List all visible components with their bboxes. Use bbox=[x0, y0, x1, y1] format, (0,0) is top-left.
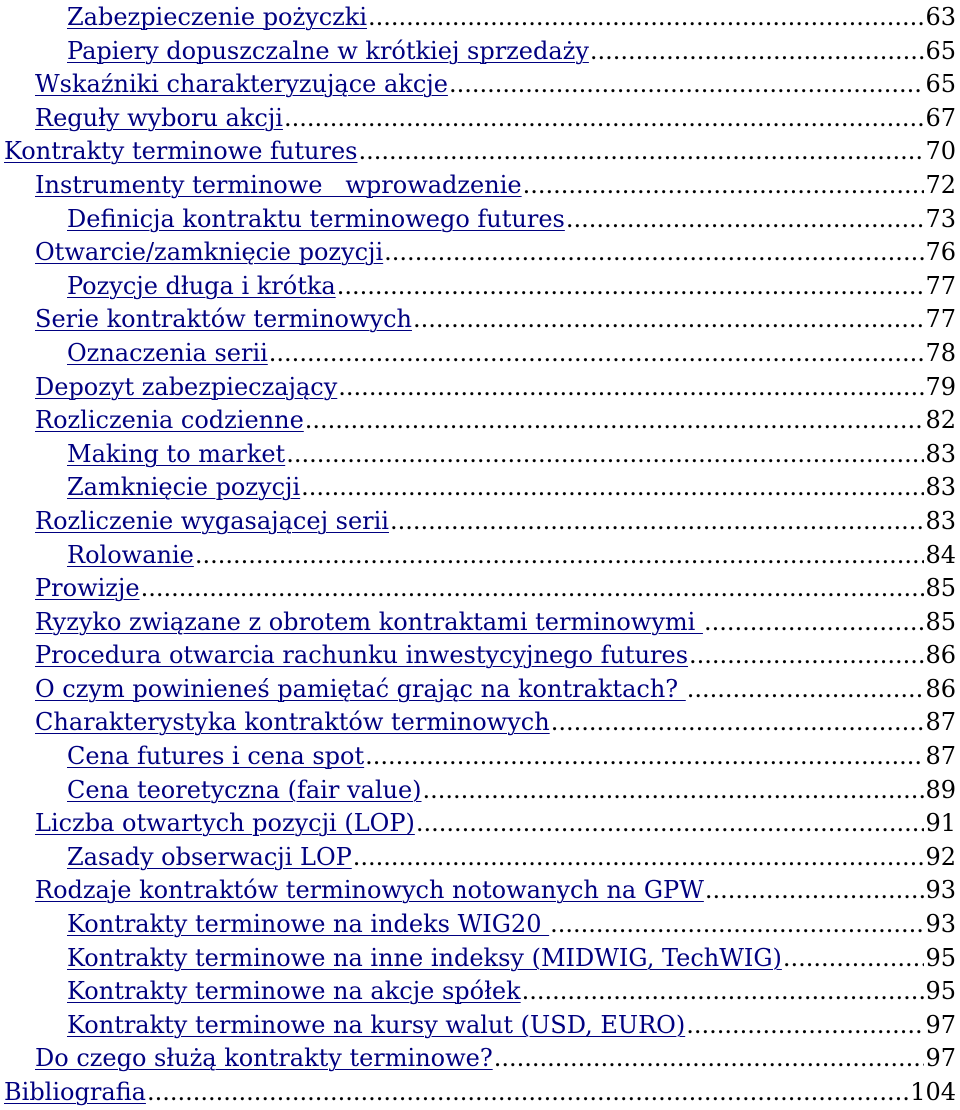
toc-page-number: 87 bbox=[925, 708, 956, 737]
toc-entry bbox=[0, 908, 960, 942]
toc-dot-leader bbox=[284, 102, 925, 136]
toc-page-number: 83 bbox=[925, 506, 956, 535]
toc-entry bbox=[0, 371, 960, 405]
toc-entry-title-link[interactable]: Cena futures i cena spot bbox=[67, 742, 365, 771]
toc-entry bbox=[0, 102, 960, 136]
toc-entry-title-link[interactable]: Kontrakty terminowe na inne indeksy (MIDWIG, TechWIG) bbox=[67, 943, 782, 972]
toc-page-number: 82 bbox=[925, 406, 956, 435]
toc-entry bbox=[0, 135, 960, 169]
toc-entry bbox=[0, 539, 960, 573]
toc-entry-title-link[interactable]: Charakterystyka kontraktów terminowych bbox=[35, 708, 550, 737]
toc-entry-title-link[interactable]: Bibliografia bbox=[4, 1078, 146, 1106]
toc-dot-leader bbox=[449, 68, 925, 102]
toc-entry-title-link[interactable]: Zabezpieczenie pożyczki bbox=[67, 3, 368, 31]
toc-entry-title-link[interactable]: Kontrakty terminowe futures bbox=[4, 137, 358, 166]
toc-entry bbox=[0, 404, 960, 438]
toc-entry-title-link[interactable]: Definicja kontraktu terminowego futures bbox=[67, 204, 565, 233]
toc-page-number: 78 bbox=[925, 338, 956, 367]
toc-entry-title-link[interactable]: Cena teoretyczna (fair value) bbox=[67, 775, 422, 804]
toc-entry bbox=[0, 203, 960, 237]
toc-dot-leader bbox=[269, 337, 925, 371]
toc-page-number: 73 bbox=[925, 204, 956, 233]
toc-dot-leader bbox=[365, 740, 924, 774]
toc-dot-leader bbox=[566, 203, 925, 237]
toc-page-number: 93 bbox=[925, 910, 956, 939]
toc-dot-leader bbox=[147, 1076, 909, 1110]
toc-entry-title-link[interactable]: Otwarcie/zamknięcie pozycji bbox=[35, 238, 384, 267]
toc-page-number: 97 bbox=[925, 1010, 956, 1039]
toc-entry bbox=[0, 35, 960, 69]
toc-page-number: 79 bbox=[925, 372, 956, 401]
toc-entry bbox=[0, 471, 960, 505]
toc-entry bbox=[0, 807, 960, 841]
toc-entry-title-link[interactable]: Kontrakty terminowe na kursy walut (USD, EURO) bbox=[67, 1010, 686, 1039]
toc-dot-leader bbox=[286, 438, 924, 472]
toc-dot-leader bbox=[358, 135, 924, 169]
toc-entry bbox=[0, 1009, 960, 1043]
toc-page-number: 65 bbox=[925, 36, 956, 65]
toc-entry bbox=[0, 606, 960, 640]
toc-page-number: 92 bbox=[925, 842, 956, 871]
toc-entry bbox=[0, 841, 960, 875]
toc-entry-title-link[interactable]: Liczba otwartych pozycji (LOP) bbox=[35, 809, 415, 838]
toc-page-number: 89 bbox=[925, 775, 956, 804]
toc-dot-leader bbox=[413, 303, 924, 337]
toc-entry-title-link[interactable]: Oznaczenia serii bbox=[67, 338, 268, 367]
toc-dot-leader bbox=[689, 639, 924, 673]
toc-entry-title-link[interactable]: Wskaźniki charakteryzujące akcje bbox=[35, 70, 448, 99]
toc-entry-title-link[interactable]: Ryzyko związane z obrotem kontraktami terminowymi bbox=[35, 607, 703, 636]
toc-entry-title-link[interactable]: Zamknięcie pozycji bbox=[67, 473, 301, 502]
toc-dot-leader bbox=[705, 874, 925, 908]
toc-page-number: 77 bbox=[925, 271, 956, 300]
toc-entry bbox=[0, 740, 960, 774]
toc-dot-leader bbox=[305, 404, 925, 438]
toc-entry-title-link[interactable]: Rozliczenie wygasającej serii bbox=[35, 506, 389, 535]
toc-page-number: 86 bbox=[925, 674, 956, 703]
toc-page-number: 87 bbox=[925, 742, 956, 771]
toc-dot-leader bbox=[390, 505, 924, 539]
toc-page-number: 77 bbox=[925, 305, 956, 334]
toc-dot-leader bbox=[338, 371, 924, 405]
toc-page-number: 70 bbox=[925, 137, 956, 166]
toc-entry-title-link[interactable]: Prowizje bbox=[35, 574, 140, 603]
toc-page-number: 85 bbox=[925, 607, 956, 636]
toc-entry bbox=[0, 303, 960, 337]
toc-entry bbox=[0, 639, 960, 673]
toc-entry-title-link[interactable]: Kontrakty terminowe na indeks WIG20 bbox=[67, 910, 550, 939]
toc-entry-title-link[interactable]: Zasady obserwacji LOP bbox=[67, 842, 352, 871]
toc-dot-leader bbox=[590, 35, 925, 69]
toc-entry bbox=[0, 706, 960, 740]
toc-entry-title-link[interactable]: Rozliczenia codzienne bbox=[35, 406, 304, 435]
toc-entry bbox=[0, 337, 960, 371]
toc-entry-title-link[interactable]: Making to market bbox=[67, 439, 286, 468]
toc-page-number: 76 bbox=[925, 238, 956, 267]
toc-dot-leader bbox=[195, 539, 925, 573]
toc-page-number: 83 bbox=[925, 473, 956, 502]
toc-entry-title-link[interactable]: Kontrakty terminowe na akcje spółek bbox=[67, 977, 521, 1006]
toc-entry bbox=[0, 774, 960, 808]
toc-entry bbox=[0, 874, 960, 908]
toc-entry-title-link[interactable]: Rolowanie bbox=[67, 540, 194, 569]
toc-entry-title-link[interactable]: Papiery dopuszczalne w krótkiej sprzedaży bbox=[67, 36, 589, 65]
toc-dot-leader bbox=[368, 1, 924, 35]
toc-entry-title-link[interactable]: Instrumenty terminowe wprowadzenie bbox=[35, 170, 522, 199]
toc-entry bbox=[0, 68, 960, 102]
toc-page-number: 86 bbox=[925, 641, 956, 670]
toc-dot-leader bbox=[141, 572, 925, 606]
toc-entry bbox=[0, 505, 960, 539]
toc-entry-title-link[interactable]: O czym powinieneś pamiętać grając na kontraktach? bbox=[35, 674, 686, 703]
toc-dot-leader bbox=[687, 673, 925, 707]
toc-page-number: 84 bbox=[925, 540, 956, 569]
toc-page-number: 104 bbox=[910, 1078, 956, 1106]
toc-entry bbox=[0, 438, 960, 472]
toc-page-number: 91 bbox=[925, 809, 956, 838]
toc-entry-title-link[interactable]: Rodzaje kontraktów terminowych notowanych na GPW bbox=[35, 876, 704, 905]
toc-entry bbox=[0, 1, 960, 35]
toc-dot-leader bbox=[494, 1042, 925, 1076]
toc-page-number: 95 bbox=[925, 943, 956, 972]
toc-entry-title-link[interactable]: Serie kontraktów terminowych bbox=[35, 305, 412, 334]
toc-entry-title-link[interactable]: Depozyt zabezpieczający bbox=[35, 372, 338, 401]
toc-page-number: 65 bbox=[925, 70, 956, 99]
toc-dot-leader bbox=[686, 1009, 924, 1043]
toc-entry-title-link[interactable]: Procedura otwarcia rachunku inwestycyjnego futures bbox=[35, 641, 689, 670]
toc-entry bbox=[0, 572, 960, 606]
toc-page-number: 83 bbox=[925, 439, 956, 468]
toc-page-number: 63 bbox=[925, 3, 956, 31]
toc-page-number: 93 bbox=[925, 876, 956, 905]
toc-dot-leader bbox=[384, 236, 924, 270]
toc-entry bbox=[0, 975, 960, 1009]
toc-dot-leader bbox=[783, 942, 925, 976]
toc-dot-leader bbox=[523, 169, 925, 203]
toc-dot-leader bbox=[301, 471, 924, 505]
toc-dot-leader bbox=[550, 908, 924, 942]
toc-entry-title-link[interactable]: Pozycje długa i krótka bbox=[67, 271, 336, 300]
toc-entry-title-link[interactable]: Do czego służą kontrakty terminowe? bbox=[35, 1044, 493, 1073]
toc-page-number: 72 bbox=[925, 170, 956, 199]
toc-dot-leader bbox=[416, 807, 925, 841]
toc-page-number: 95 bbox=[925, 977, 956, 1006]
toc-entry-title-link[interactable]: Reguły wyboru akcji bbox=[35, 103, 283, 132]
toc-entry bbox=[0, 942, 960, 976]
toc-dot-leader bbox=[551, 706, 925, 740]
toc-dot-leader bbox=[704, 606, 925, 640]
toc-entry bbox=[0, 270, 960, 304]
toc-page-number: 85 bbox=[925, 574, 956, 603]
toc-dot-leader bbox=[522, 975, 925, 1009]
toc-dot-leader bbox=[353, 841, 925, 875]
toc-entry bbox=[0, 673, 960, 707]
toc-entry bbox=[0, 169, 960, 203]
toc-entry bbox=[0, 1076, 960, 1110]
toc-dot-leader bbox=[337, 270, 925, 304]
toc-page-number: 67 bbox=[925, 103, 956, 132]
toc-entry bbox=[0, 236, 960, 270]
toc-entry bbox=[0, 1042, 960, 1076]
toc-page-number: 97 bbox=[925, 1044, 956, 1073]
toc-dot-leader bbox=[423, 774, 925, 808]
